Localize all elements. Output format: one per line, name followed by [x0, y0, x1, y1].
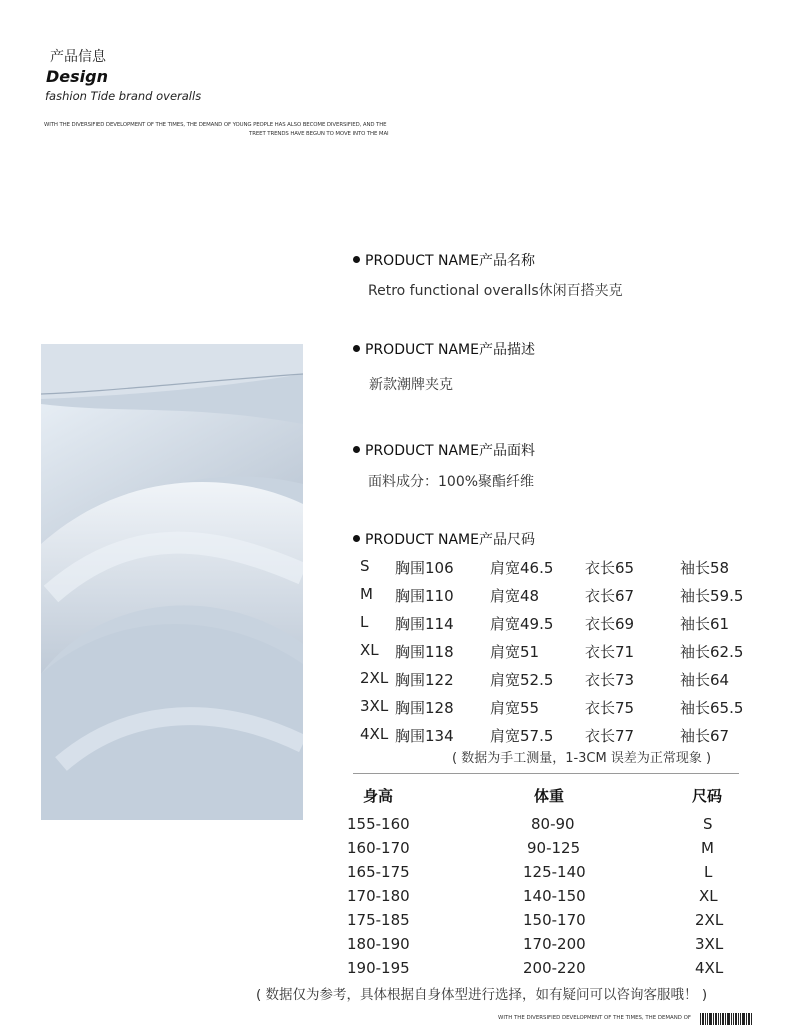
hw-cell: L	[704, 863, 713, 881]
size-cell: XL	[360, 641, 379, 659]
section-title-text: PRODUCT NAME产品名称	[365, 253, 535, 269]
size-cell: 袖长62.5	[680, 643, 744, 661]
size-cell: 胸围134	[395, 727, 454, 745]
size-cell: S	[360, 557, 370, 575]
section-title-size	[353, 529, 535, 549]
hw-cell: S	[703, 815, 713, 833]
size-cell: 袖长64	[680, 671, 730, 689]
section-value-fabric: 面料成分：100%聚酯纤维	[368, 474, 535, 490]
section-value-description: 新款潮牌夹克	[369, 377, 453, 393]
header-small-text: WITH THE DIVERSIFIED DEVELOPMENT OF THE TIMES, THE DEMAND OF YOUNG PEOPLE HAS ALSO BECOME DIVERSIFIED, AND THE	[44, 122, 387, 128]
size-cell: M	[360, 585, 373, 603]
size-cell: 胸围106	[395, 559, 454, 577]
bullet-dot-icon	[353, 446, 360, 453]
footer-note: ( 数据仅为参考，具体根据自身体型进行选择，如有疑问可以咨询客服哦！ )	[256, 987, 708, 1003]
header-title-en: Design	[46, 67, 108, 86]
hw-cell: M	[701, 839, 714, 857]
hw-header-size: 尺码	[692, 787, 723, 805]
section-title-text: PRODUCT NAME产品尺码	[365, 532, 535, 548]
hw-cell: 4XL	[695, 959, 724, 977]
size-cell: 肩宽49.5	[490, 615, 554, 633]
size-cell: 衣长73	[585, 671, 635, 689]
section-title-description	[353, 339, 535, 359]
size-cell: 胸围114	[395, 615, 454, 633]
size-cell: 2XL	[360, 669, 389, 687]
section-title-fabric	[353, 440, 535, 460]
size-cell: 肩宽57.5	[490, 727, 554, 745]
hw-cell: 140-150	[523, 887, 586, 905]
hw-cell: 125-140	[523, 863, 586, 881]
size-cell: 肩宽55	[490, 699, 540, 717]
hw-cell: XL	[699, 887, 718, 905]
hw-header-height: 身高	[363, 787, 394, 805]
size-cell: 肩宽48	[490, 587, 540, 605]
size-cell: 衣长71	[585, 643, 635, 661]
size-cell: 袖长59.5	[680, 587, 744, 605]
size-cell: 肩宽52.5	[490, 671, 554, 689]
section-title-text: PRODUCT NAME产品面料	[365, 443, 535, 459]
size-cell: 肩宽46.5	[490, 559, 554, 577]
size-cell: 袖长65.5	[680, 699, 744, 717]
hw-header-weight: 体重	[534, 787, 565, 805]
hw-cell: 170-180	[347, 887, 410, 905]
size-cell: 衣长75	[585, 699, 635, 717]
size-cell: 4XL	[360, 725, 389, 743]
hw-cell: 200-220	[523, 959, 586, 977]
size-cell: 衣长65	[585, 559, 635, 577]
hw-cell: 150-170	[523, 911, 586, 929]
hw-cell: 165-175	[347, 863, 410, 881]
size-cell: 衣长67	[585, 587, 635, 605]
size-cell: 3XL	[360, 697, 389, 715]
hw-cell: 2XL	[695, 911, 724, 929]
section-value-name: Retro functional overalls休闲百搭夹克	[368, 283, 623, 299]
footer-small-text: WITH THE DIVERSIFIED DEVELOPMENT OF THE TIMES, THE DEMAND OF	[498, 1015, 691, 1021]
size-note: ( 数据为手工测量，1-3CM 误差为正常现象 )	[452, 751, 712, 766]
hw-cell: 190-195	[347, 959, 410, 977]
size-cell: 胸围118	[395, 643, 454, 661]
section-title-name	[353, 250, 535, 270]
hw-cell: 80-90	[531, 815, 575, 833]
size-cell: 袖长61	[680, 615, 730, 633]
bullet-dot-icon	[353, 256, 360, 263]
size-cell: 胸围128	[395, 699, 454, 717]
divider	[353, 773, 739, 774]
size-cell: 袖长58	[680, 559, 730, 577]
bullet-dot-icon	[353, 345, 360, 352]
bullet-dot-icon	[353, 535, 360, 542]
section-title-text: PRODUCT NAME产品描述	[365, 342, 535, 358]
size-cell: 肩宽51	[490, 643, 540, 661]
hw-cell: 170-200	[523, 935, 586, 953]
hw-cell: 175-185	[347, 911, 410, 929]
size-cell: 袖长67	[680, 727, 730, 745]
header-title-cn: 产品信息	[50, 49, 106, 65]
size-cell: 胸围110	[395, 587, 454, 605]
barcode-icon	[700, 1010, 752, 1022]
size-cell: 衣长77	[585, 727, 635, 745]
size-cell: 胸围122	[395, 671, 454, 689]
size-cell: L	[360, 613, 369, 631]
fabric-photo	[41, 344, 303, 820]
header-small-text-2: TREET TRENDS HAVE BEGUN TO MOVE INTO THE MAI	[249, 131, 389, 137]
size-cell: 衣长69	[585, 615, 635, 633]
hw-cell: 160-170	[347, 839, 410, 857]
hw-cell: 3XL	[695, 935, 724, 953]
hw-cell: 90-125	[527, 839, 581, 857]
hw-cell: 180-190	[347, 935, 410, 953]
header-subtitle: fashion Tide brand overalls	[45, 89, 202, 103]
hw-cell: 155-160	[347, 815, 410, 833]
